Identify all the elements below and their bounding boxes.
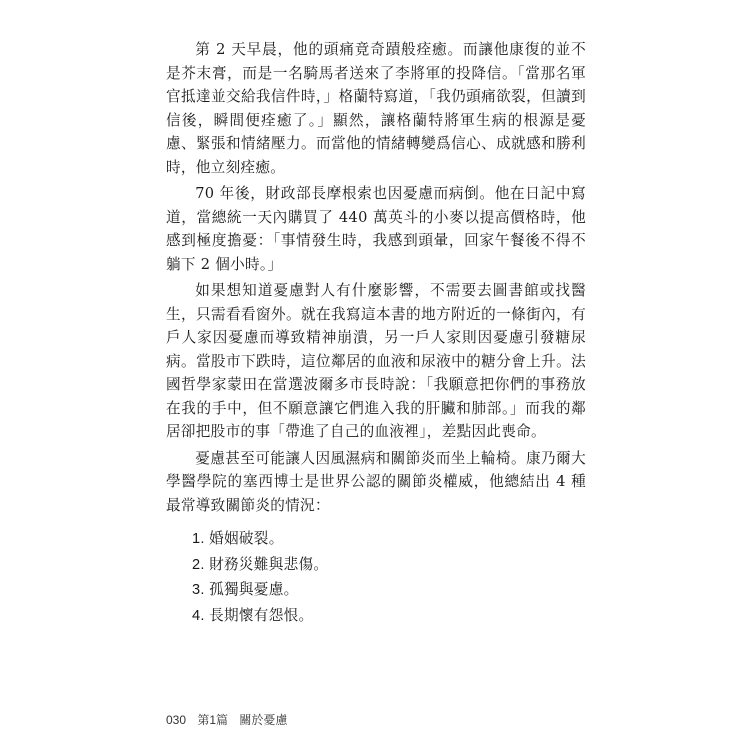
paragraph-arthritis: 憂慮甚至可能讓人因風濕病和關節炎而坐上輪椅。康乃爾大學醫學院的塞西博士是世界公認的關節炎權威，他總結出 4 種最常導致關節炎的情況： [166,449,586,514]
paragraph-neighbors: 如果想知道憂慮對人有什麼影響，不需要去圖書館或找醫生，只需看看窗外。就在我寫這本書的地方附近的一條街內，有戶人家因憂慮而導致精神崩潰，另一戶人家則因憂慮引發糖尿病。當股市下跌時，這位鄰居的血液和尿液中的糖分會上升。法國哲學家蒙田在當選波爾多市長時說：「我願意把你們的事務放在我的手中，但不願意讓它們進入我的肝臟和肺部。」而我的鄰居卻把股市的事「帶進了自己的血液裡」，差點因此喪命。 [166,282,586,440]
page-number: 030 [166,713,187,727]
page-footer [166,711,295,728]
arthritis-causes-list [166,527,586,629]
list-item: 2. 財務災難與悲傷。 [192,556,329,573]
list-item: 4. 長期懷有怨恨。 [192,607,314,624]
paragraph-morgenthau: 70 年後，財政部長摩根索也因憂慮而病倒。他在日記中寫道，當總統一天內購買了 440 萬英斗的小麥以提高價格時，他感到極度擔憂：「事情發生時，我感到頭暈，回家午餐後不得不躺下 2 個小時。」 [166,185,586,273]
body-text [166,38,586,629]
section-label: 關於憂慮 [239,713,288,727]
list-item: 1. 婚姻破裂。 [192,531,284,547]
part-label: 第1篇 [197,713,229,727]
list-item: 3. 孤獨與憂慮。 [192,582,299,598]
paragraph-grant-recovery: 第 2 天早晨，他的頭痛竟奇蹟般痊癒。而讓他康復的並不是芥末膏，而是一名騎馬者送來了李將軍的投降信。「當那名軍官抵達並交給我信件時，」格蘭特寫道，「我仍頭痛欲裂，但讀到信後，瞬間便痊癒了。」顯然，讓格蘭特將軍生病的根源是憂慮、緊張和情緒壓力。而當他的情緒轉變爲信心、成就感和勝利時，他立刻痊癒。 [166,41,586,176]
